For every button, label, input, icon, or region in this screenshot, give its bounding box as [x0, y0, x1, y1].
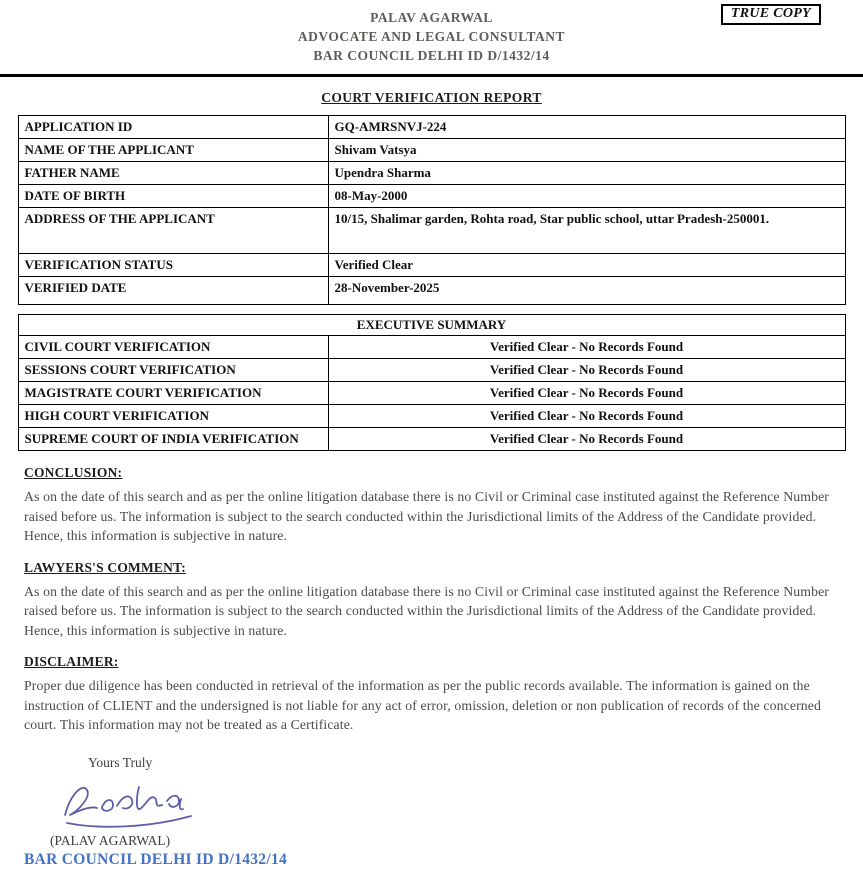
- disclaimer-heading: DISCLAIMER:: [24, 654, 119, 669]
- page-title: COURT VERIFICATION REPORT: [321, 90, 542, 105]
- summary-value: Verified Clear - No Records Found: [328, 359, 845, 382]
- table-row: [18, 405, 845, 428]
- summary-label: MAGISTRATE COURT VERIFICATION: [18, 382, 328, 405]
- detail-label: APPLICATION ID: [18, 116, 328, 139]
- detail-value: Upendra Sharma: [328, 162, 845, 185]
- header-divider: [0, 74, 863, 77]
- detail-label: VERIFICATION STATUS: [18, 254, 328, 277]
- advocate-name: PALAV AGARWAL: [370, 10, 493, 25]
- applicant-details-table: [18, 115, 846, 305]
- conclusion-heading: CONCLUSION:: [24, 465, 123, 480]
- disclaimer-section: [24, 653, 842, 735]
- disclaimer-text: Proper due diligence has been conducted in retrieval of the information as per the public records available. The information is gained on the instruction of CLIENT and the undersigned is not liable for any act of error, omission, deletion or non publication of records of the concerned court. This information may not be treated as a Certificate.: [24, 678, 822, 732]
- advocate-title: ADVOCATE AND LEGAL CONSULTANT: [297, 29, 566, 44]
- conclusion-text: As on the date of this search and as per the online litigation database there is no Civil or Criminal case instituted against the Reference Number raised before us. The information is subject to the search conducted within the Jurisdictional limits of the Address of the Candidate provided. Hence, this information is subjective in nature.: [24, 489, 830, 543]
- summary-value: Verified Clear - No Records Found: [328, 428, 845, 451]
- table-row: [18, 359, 845, 382]
- yours-truly-label: Yours Truly: [88, 754, 153, 770]
- detail-value: Verified Clear: [328, 254, 845, 277]
- advocate-bar-council-id: BAR COUNCIL DELHI ID D/1432/14: [313, 48, 550, 63]
- table-row: [18, 139, 845, 162]
- table-row: [18, 185, 845, 208]
- table-row: [18, 336, 845, 359]
- lawyers-comment-text: As on the date of this search and as per the online litigation database there is no Civil or Criminal case instituted against the Reference Number raised before us. The information is subject to the search conducted within the Jurisdictional limits of the Address of the Candidate provided. Hence, this information is subjective in nature.: [24, 583, 830, 638]
- table-row: [18, 116, 845, 139]
- summary-label: SUPREME COURT OF INDIA VERIFICATION: [18, 428, 328, 451]
- detail-label: ADDRESS OF THE APPLICANT: [18, 208, 328, 254]
- executive-summary-title: EXECUTIVE SUMMARY: [18, 315, 845, 336]
- detail-label: DATE OF BIRTH: [18, 185, 328, 208]
- detail-value: Shivam Vatsya: [328, 139, 845, 162]
- signatory-name: (PALAV AGARWAL): [50, 832, 171, 848]
- summary-label: CIVIL COURT VERIFICATION: [18, 336, 328, 359]
- summary-label: HIGH COURT VERIFICATION: [18, 405, 328, 428]
- table-row: [18, 428, 845, 451]
- summary-value: Verified Clear - No Records Found: [328, 336, 845, 359]
- detail-value: 10/15, Shalimar garden, Rohta road, Star public school, uttar Pradesh-250001.: [328, 208, 845, 254]
- executive-summary-table: [18, 314, 846, 451]
- table-row: [18, 208, 845, 254]
- table-row: [18, 382, 845, 405]
- lawyers-comment-heading: LAWYERS'S COMMENT:: [24, 559, 186, 575]
- summary-label: SESSIONS COURT VERIFICATION: [18, 359, 328, 382]
- conclusion-section: [24, 464, 842, 546]
- true-copy-stamp: TRUE COPY: [721, 4, 821, 25]
- detail-label: FATHER NAME: [18, 162, 328, 185]
- signature-image: [55, 777, 863, 833]
- detail-label: VERIFIED DATE: [18, 277, 328, 305]
- lawyers-comment-section: [24, 559, 842, 641]
- table-row: [18, 162, 845, 185]
- detail-value: GQ-AMRSNVJ-224: [328, 116, 845, 139]
- detail-value: 08-May-2000: [328, 185, 845, 208]
- footer-bar-council-id: BAR COUNCIL DELHI ID D/1432/14: [24, 850, 288, 868]
- summary-value: Verified Clear - No Records Found: [328, 405, 845, 428]
- table-row: [18, 254, 845, 277]
- table-header-row: [18, 315, 845, 336]
- detail-label: NAME OF THE APPLICANT: [18, 139, 328, 162]
- table-row: [18, 277, 845, 305]
- summary-value: Verified Clear - No Records Found: [328, 382, 845, 405]
- detail-value: 28-November-2025: [328, 277, 845, 305]
